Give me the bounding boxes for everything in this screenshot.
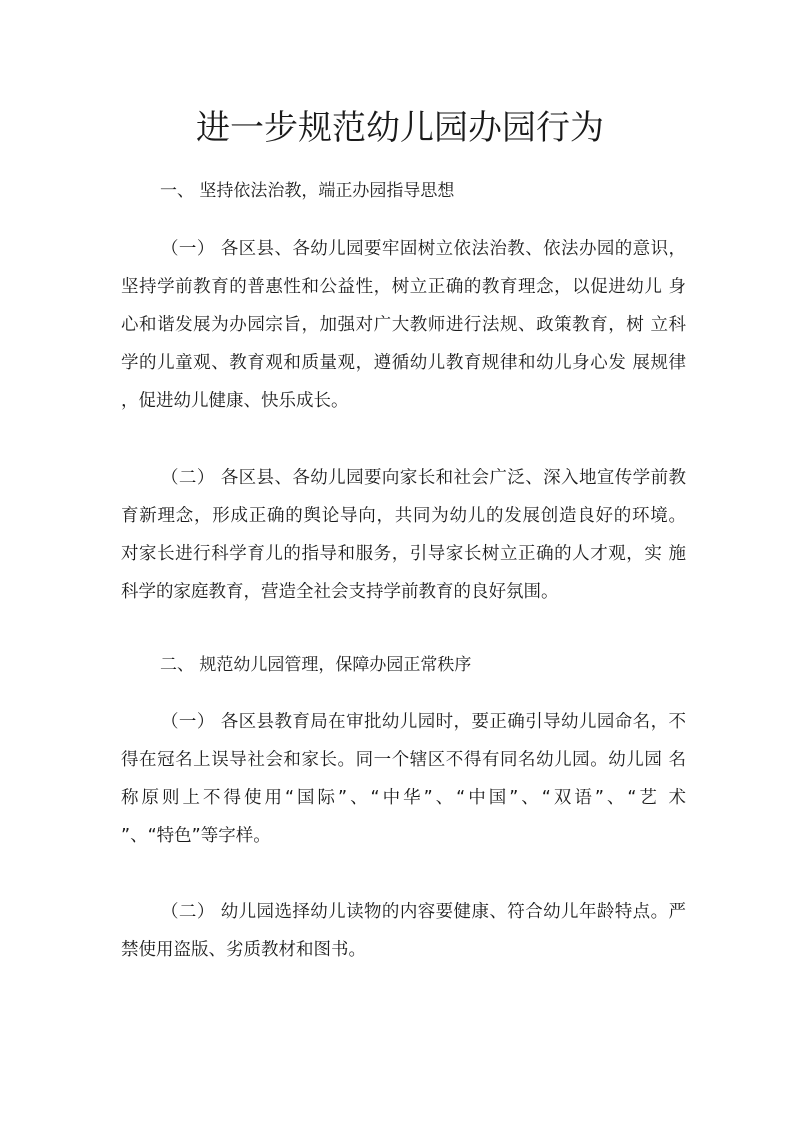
document-title: 进一步规范幼儿园办园行为 (196, 108, 604, 148)
paragraph-line: 得在冠名上误导社会和家长。同一个辖区不得有同名幼儿园。幼儿园 名 (121, 750, 686, 770)
paragraph-line: （二） 幼儿园选择幼儿读物的内容要健康、符合幼儿年龄特点。严 (161, 902, 686, 922)
paragraph-line: ”、“特色”等字样。 (121, 826, 271, 846)
paragraph-2-2 (121, 893, 686, 969)
paragraph-line: （二） 各区县、各幼儿园要向家长和社会广泛、深入地宣传学前教 (161, 468, 686, 488)
section-heading-2: 二、 规范幼儿园管理，保障办园正常秩序 (160, 655, 472, 675)
paragraph-1-1 (121, 230, 686, 420)
paragraph-line: （一） 各区县教育局在审批幼儿园时，要正确引导幼儿园命名，不 (161, 712, 686, 732)
paragraph-line: （一） 各区县、各幼儿园要牢固树立依法治教、依法办园的意识， (161, 239, 686, 259)
paragraph-line: 称原则上不得使用“国际”、“中华”、“中国”、“双语”、“艺 术 (121, 788, 686, 808)
section-heading-1: 一、 坚持依法治教，端正办园指导思想 (160, 181, 455, 201)
paragraph-2-1 (121, 703, 686, 855)
paragraph-line: ，促进幼儿健康、快乐成长。 (121, 391, 349, 411)
paragraph-line: 禁使用盗版、劣质教材和图书。 (121, 940, 366, 960)
paragraph-line: 学的儿童观、教育观和质量观，遵循幼儿教育规律和幼儿身心发 展规律 (121, 353, 686, 373)
paragraph-line: 育新理念，形成正确的舆论导向，共同为幼儿的发展创造良好的环境。 (121, 506, 686, 526)
paragraph-line: 对家长进行科学育儿的指导和服务，引导家长树立正确的人才观，实 施 (121, 544, 686, 564)
paragraph-line: 科学的家庭教育，营造全社会支持学前教育的良好氛围。 (121, 582, 559, 602)
paragraph-1-2 (121, 459, 686, 611)
paragraph-line: 坚持学前教育的普惠性和公益性，树立正确的教育理念，以促进幼儿 身 (121, 277, 686, 297)
paragraph-line: 心和谐发展为办园宗旨，加强对广大教师进行法规、政策教育，树 立科 (121, 315, 686, 335)
